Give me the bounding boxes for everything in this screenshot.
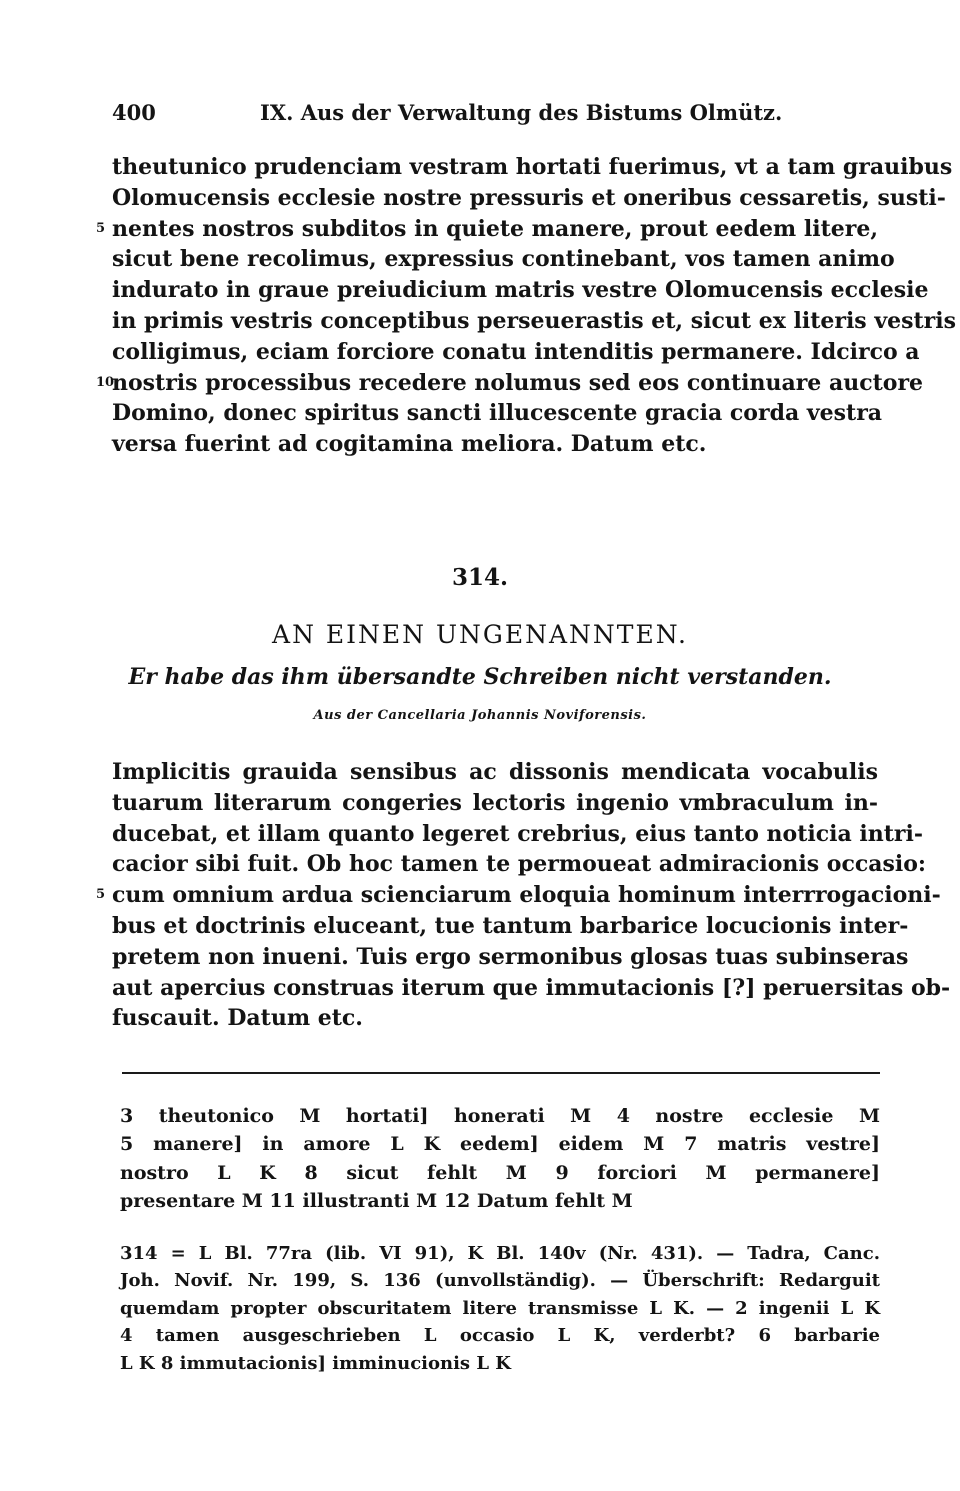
- note-line: 314 = L Bl. 77ra (lib. VI 91), K Bl. 140v (Nr. 431). — Tadra, Canc.: [120, 1243, 880, 1264]
- continuation-text: [96, 152, 957, 460]
- text-line: ducebat, et illam quanto legeret crebrius, eius tanto noticia intri-: [112, 820, 924, 847]
- line-number: 5: [96, 887, 106, 903]
- apparatus-line: nostro L K 8 sicut fehlt M 9 forciori M permanere]: [120, 1161, 880, 1184]
- text-line: Domino, donec spiritus sancti illucescente gracia corda vestra: [112, 400, 883, 427]
- text-line: cacior sibi fuit. Ob hoc tamen te permoueat admiracionis occasio:: [112, 851, 927, 878]
- text-line: fuscauit. Datum etc.: [112, 1005, 363, 1032]
- apparatus-line: presentare M 11 illustranti M 12 Datum fehlt M: [120, 1190, 633, 1213]
- document-summary: Er habe das ihm übersandte Schreiben nicht verstanden.: [128, 664, 832, 690]
- document-number: 314.: [451, 564, 509, 591]
- text-line: 5 cum omnium ardua scienciarum eloquia hominum interrrogacioni-: [112, 880, 878, 911]
- page-number: 400: [112, 100, 156, 125]
- text-line: tuarum literarum congeries lectoris ingenio vmbraculum in-: [112, 789, 878, 816]
- text-line: 5 nentes nostros subditos in quiete manere, prout eedem litere,: [112, 214, 878, 245]
- line-number: 5: [96, 220, 106, 236]
- text-line: theutunico prudenciam vestram hortati fuerimus, vt a tam grauibus: [112, 154, 953, 180]
- page-header: [112, 100, 882, 132]
- apparatus-line: 3 theutonico M hortati] honerati M 4 nostre ecclesie M: [120, 1105, 880, 1127]
- critical-apparatus: [120, 1102, 880, 1216]
- document-heading: AN EINEN UNGENANNTEN.: [272, 620, 688, 649]
- note-line: L K 8 immutacionis] imminucionis L K: [120, 1352, 511, 1374]
- text-line: bus et doctrinis eluceant, tue tantum barbarice locucionis inter-: [112, 912, 909, 939]
- source-notes: [120, 1240, 880, 1377]
- text-line: versa fuerint ad cogitamina meliora. Datum etc.: [112, 431, 707, 458]
- text-line: pretem non inueni. Tuis ergo sermonibus glosas tuas subinseras: [112, 943, 909, 970]
- text-line: in primis vestris conceptibus perseuerastis et, sicut ex literis vestris: [112, 307, 957, 334]
- text-line: sicut bene recolimus, expressius continebant, vos tamen animo: [112, 246, 895, 273]
- document-source: Aus der Cancellaria Johannis Noviforensis.: [313, 708, 647, 723]
- note-line: quemdam propter obscuritatem litere transmisse L K. — 2 ingenii L K: [120, 1297, 880, 1319]
- text-line: indurato in graue preiudicium matris vestre Olomucensis ecclesie: [112, 277, 929, 304]
- note-line: 4 tamen ausgeschrieben L occasio L K, verderbt? 6 barbarie: [120, 1325, 880, 1347]
- apparatus-line: 5 manere] in amore L K eedem] eidem M 7 matris vestre]: [120, 1133, 880, 1156]
- document-text: [96, 757, 951, 1034]
- text-line: Implicitis grauida sensibus ac dissonis mendicata vocabulis: [112, 759, 878, 785]
- footnote-divider: [122, 1072, 880, 1074]
- text-line: 10 nostris processibus recedere nolumus sed eos continuare auctore: [112, 368, 878, 399]
- text-line: aut apercius construas iterum que immutacionis [?] peruersitas ob-: [112, 974, 951, 1001]
- note-line: Joh. Novif. Nr. 199, S. 136 (unvollständig). — Überschrift: Redarguit: [120, 1270, 880, 1292]
- text-line: colligimus, eciam forciore conatu intenditis permanere. Idcirco a: [112, 338, 920, 365]
- text-line: Olomucensis ecclesie nostre pressuris et oneribus cessaretis, susti-: [112, 184, 946, 211]
- running-title: IX. Aus der Verwaltung des Bistums Olmütz.: [260, 100, 783, 125]
- line-number: 10: [96, 374, 115, 390]
